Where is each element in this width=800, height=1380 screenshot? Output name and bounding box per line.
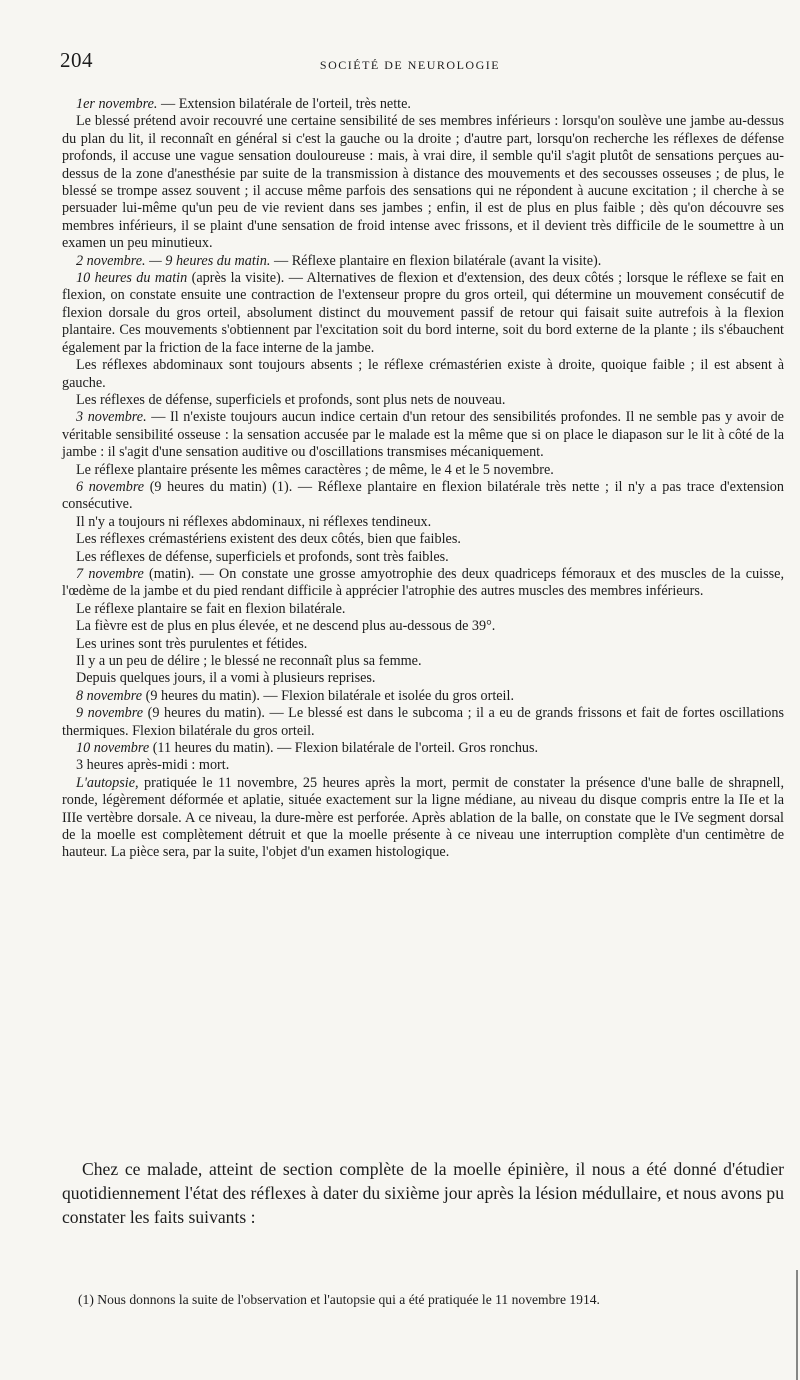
footnote: (1) Nous donnons la suite de l'observation et l'autopsie qui a été pratiquée le 11 novembre 1914. xyxy=(78,1292,600,1307)
paragraph-text: Le réflexe plantaire présente les mêmes caractères ; de même, le 4 et le 5 novembre. xyxy=(76,461,554,478)
body-paragraph xyxy=(62,636,784,653)
paragraph-text: — Extension bilatérale de l'orteil, très nette. xyxy=(157,96,411,112)
body-paragraph xyxy=(62,549,784,566)
paragraph-text: La fièvre est de plus en plus élevée, et ne descend plus au-dessous de 39°. xyxy=(76,618,496,635)
paragraph-lead: 10 heures du matin xyxy=(76,270,188,287)
paragraph-text: (9 heures du matin). — Le blessé est dans le subcoma ; il a eu de grands frissons et fait de fortes oscillations thermiques. Flexion bilatérale du gros orteil. xyxy=(62,705,784,739)
paragraph-lead: 7 novembre xyxy=(76,565,144,582)
paragraph-lead: 3 novembre. xyxy=(76,409,147,426)
paragraph-text: Les réflexes crémastériens existent des deux côtés, bien que faibles. xyxy=(76,531,461,548)
paragraph-lead: 10 novembre xyxy=(76,740,150,757)
body-paragraph xyxy=(62,740,784,757)
body-paragraph xyxy=(62,270,784,357)
body-paragraph xyxy=(62,96,784,113)
body-paragraph xyxy=(62,462,784,479)
summary-paragraph: Chez ce malade, atteint de section complète de la moelle épinière, il nous a été donné d'étudier quotidiennement l'état des réflexes à dater du sixième jour après la lésion médullaire, et nous avons pu constater les faits suivants : xyxy=(62,1159,784,1227)
body-paragraph xyxy=(62,113,784,252)
body-paragraph xyxy=(62,775,784,862)
paragraph-text: (9 heures du matin) (1). — Réflexe plantaire en flexion bilatérale très nette ; il n'y a pas trace d'extension consécutive. xyxy=(62,478,784,513)
paragraph-text: pratiquée le 11 novembre, 25 heures après la mort, permit de constater la présence d'une balle de shrapnell, ronde, légèrement déformée et aplatie, située exactement sur la ligne médiane, au niveau du disque compris entre la IIe et la IIIe vertèbre dorsale. A ce niveau, la dure-mère est perforée. Après ablation de la balle, on constate que le IVe segment dorsal de la moelle est complètement détruit et que la moelle présente à ce niveau une interruption complète d'un centimètre de hauteur. La pièce sera, par la suite, l'objet d'un examen histologique. xyxy=(62,774,784,861)
body-paragraph xyxy=(62,618,784,635)
body-paragraph xyxy=(62,653,784,670)
paragraph-text: (matin). — On constate une grosse amyotrophie des deux quadriceps fémoraux et des muscles de la cuisse, l'œdème de la jambe et du pied rendant difficile à apprécier l'atrophie des autres muscles des membres inférieurs. xyxy=(62,565,784,600)
body-paragraph xyxy=(62,757,784,774)
paragraph-text: (9 heures du matin). — Flexion bilatérale et isolée du gros orteil. xyxy=(142,687,514,704)
paragraph-text: Les réflexes de défense, superficiels et profonds, sont très faibles. xyxy=(76,548,449,565)
paragraph-lead: 8 novembre xyxy=(76,687,143,704)
page-number: 204 xyxy=(60,48,93,72)
body-paragraph xyxy=(62,688,784,705)
body-paragraph xyxy=(62,670,784,687)
paragraph-lead: L'autopsie, xyxy=(76,774,139,791)
paragraph-text: — Réflexe plantaire en flexion bilatérale (avant la visite). xyxy=(270,252,602,269)
paragraph-text: Les réflexes de défense, superficiels et profonds, sont plus nets de nouveau. xyxy=(76,391,506,408)
paragraph-lead: 1er novembre. xyxy=(76,96,158,112)
article-body xyxy=(62,96,784,862)
paragraph-text: Depuis quelques jours, il a vomi à plusieurs reprises. xyxy=(76,670,376,687)
paragraph-lead: 2 novembre. — 9 heures du matin. xyxy=(76,252,271,269)
body-paragraph xyxy=(62,705,784,740)
running-head: SOCIÉTÉ DE NEUROLOGIE xyxy=(319,58,501,72)
paragraph-text: (après la visite). — Alternatives de flexion et d'extension, des deux côtés ; lorsque le réflexe se fait en flexion, on constate ensuite une contraction de l'extenseur propre du gros orteil, qui détermine un mouvement consécutif de flexion dorsale du gros orteil, absolument distinct du mouvement passif de retour qui faisait suite autrefois à la flexion plantaire. Ces mouvements s'obtiennent par l'excitation soit du bord interne, soit du bord externe de la plante ; ils s'ébauchent également par la friction de la face interne de la jambe. xyxy=(62,270,784,356)
body-paragraph xyxy=(62,531,784,548)
paragraph-lead: 6 novembre xyxy=(76,478,145,495)
body-paragraph xyxy=(62,409,784,461)
body-paragraph xyxy=(62,392,784,409)
paragraph-text: — Il n'existe toujours aucun indice certain d'un retour des sensibilités profondes. Il ne semble pas y avoir de véritable sensibilité osseuse : la sensation accusée par le malade est la même que si on place le diapason sur le lit à côté de la jambe : il s'agit d'une sensation auditive ou d'oscillations transmises mécaniquement. xyxy=(62,409,784,461)
paragraph-text: Le blessé prétend avoir recouvré une certaine sensibilité de ses membres inférieurs : lorsqu'on soulève une jambe au-dessus du plan du lit, il reconnaît en général si c'est la gauche ou la droite ; d'autre part, lorsqu'on recherche les réflexes de défense profonds, il accuse une vague sensation douloureuse : mais, à vrai dire, il semble qu'il s'agit plutôt de sensations perçues au-dessus de la zone d'anesthésie par suite de la transmission à distance des mouvements et des secousses osseuses ; de plus, le blessé se trompe assez souvent ; il accuse même parfois des sensations qui ne répondent à aucune excitation ; il cherche à se persuader lui-même qu'un peu de vie revient dans ses jambes ; enfin, il est de plus en plus faible ; dès qu'on découvre ses membres inférieurs, il se plaint d'une sensation de froid intense avec frissons, et il devient très difficile de le soumettre à un examen un peu minutieux. xyxy=(62,113,784,252)
paragraph-text: Le réflexe plantaire se fait en flexion bilatérale. xyxy=(76,600,346,617)
paragraph-text: Il n'y a toujours ni réflexes abdominaux, ni réflexes tendineux. xyxy=(76,513,432,530)
body-paragraph xyxy=(62,514,784,531)
page-header xyxy=(60,48,760,78)
margin-rule xyxy=(796,1270,798,1380)
body-paragraph xyxy=(62,479,784,514)
paragraph-text: Les réflexes abdominaux sont toujours absents ; le réflexe crémastérien existe à droite, quoique faible ; il est absent à gauche. xyxy=(62,357,784,391)
body-paragraph xyxy=(62,601,784,618)
body-paragraph xyxy=(62,253,784,270)
paragraph-text: (11 heures du matin). — Flexion bilatérale de l'orteil. Gros ronchus. xyxy=(149,740,539,757)
body-paragraph xyxy=(62,357,784,392)
body-paragraph xyxy=(62,566,784,601)
paragraph-text: Les urines sont très purulentes et fétides. xyxy=(76,635,308,652)
paragraph-lead: 9 novembre xyxy=(76,705,144,722)
paragraph-text: 3 heures après-midi : mort. xyxy=(76,757,230,774)
paragraph-text: Il y a un peu de délire ; le blessé ne reconnaît plus sa femme. xyxy=(76,653,422,669)
